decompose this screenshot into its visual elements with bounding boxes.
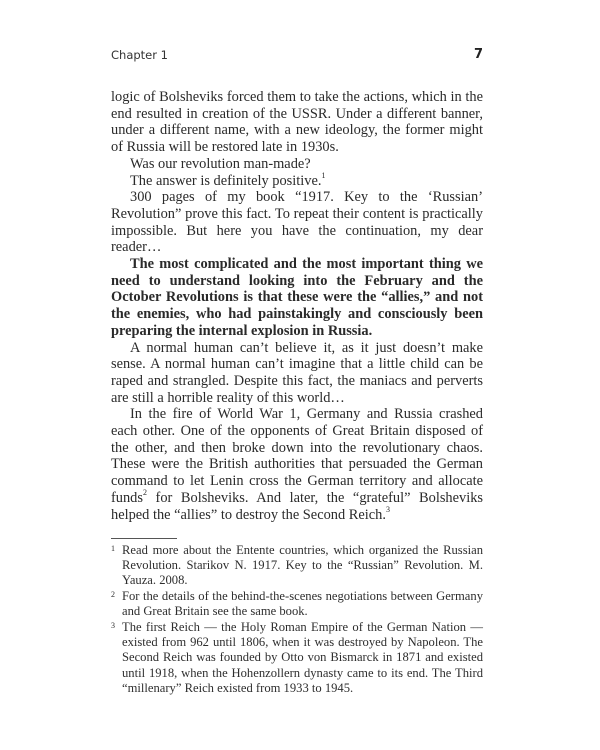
footnote: [111, 589, 483, 619]
paragraph: [111, 406, 483, 523]
running-header: [111, 48, 483, 66]
body-text: [111, 89, 483, 523]
footnote: [111, 543, 483, 589]
footnote: [111, 620, 483, 696]
paragraph-text: Was our revolution man-made?: [130, 155, 311, 172]
chapter-title: Chapter 1: [111, 48, 168, 62]
paragraph-text: 300 pages of my book “1917. Key to the ‘Russian’ Revolution” prove this fact. To repeat their content is practically impossible. But here you have the continuation, my dear reader…: [111, 189, 483, 256]
footnote-marker: 3: [111, 621, 115, 631]
paragraph-text: In the fire of World War 1, Germany and Russia crashed each other. One of the opponents of Great Britain disposed of the other, and then broke down into the revolutionary chaos. These were the British authorities that persuaded the German command to let Lenin cross the German territory and allocate funds: [111, 406, 483, 506]
footnotes: [111, 543, 483, 697]
paragraph-text: logic of Bolsheviks forced them to take the actions, which in the end resulted in creation of the USSR. Under a different banner, under a different name, with a new ideology, the former might of Russia will be restored late in 1930s.: [111, 89, 483, 156]
paragraph-text: The answer is definitely positive.: [130, 172, 322, 189]
emphasized-paragraph: [111, 256, 483, 340]
footnote-marker: 1: [111, 544, 115, 553]
paragraph-text: The most complicated and the most important thing we need to understand looking into the February and the October Revolutions is that these were the “allies,” and not the enemies, who had painstakingly and consciously been preparing the internal explosion in Russia.: [111, 256, 483, 339]
paragraph: [111, 156, 483, 173]
footnote-text: The first Reich — the Holy Roman Empire of the German Nation — existed from 962 until 1806, when it was destroyed by Napoleon. The Second Reich was founded by Otto von Bismarck in 1871 and existed until 1918, when the Hohenzollern dynasty came to its end. The Third “millenary” Reich existed from 1933 to 1945.: [122, 620, 483, 695]
paragraph-text: A normal human can’t believe it, as it just doesn’t make sense. A normal human can’t imagine that a little child can be raped and strangled. Despite this fact, the maniacs and perverts are still a horrible reality of this world…: [111, 339, 483, 406]
paragraph: [111, 189, 483, 256]
paragraph: [111, 89, 483, 156]
footnote-divider: [111, 538, 177, 539]
paragraph: [111, 170, 483, 190]
footnote-text: For the details of the behind-the-scenes negotiations between Germany and Great Britain see the same book.: [122, 589, 483, 619]
footnote-reference: 1: [321, 170, 326, 180]
footnote-reference: 3: [385, 504, 390, 514]
footnote-text: Read more about the Entente countries, which organized the Russian Revolution. Starikov N. 1917. Key to the “Russian” Revolution. M. Yauza. 2008.: [122, 543, 483, 588]
page-number: 7: [473, 47, 483, 62]
footnote-marker: 2: [111, 590, 115, 600]
paragraph: [111, 340, 483, 407]
paragraph-text: for Bolsheviks. And later, the “grateful” Bolsheviks helped the “allies” to destroy the Second Reich.: [111, 489, 483, 523]
footnote-reference: 2: [142, 488, 147, 498]
